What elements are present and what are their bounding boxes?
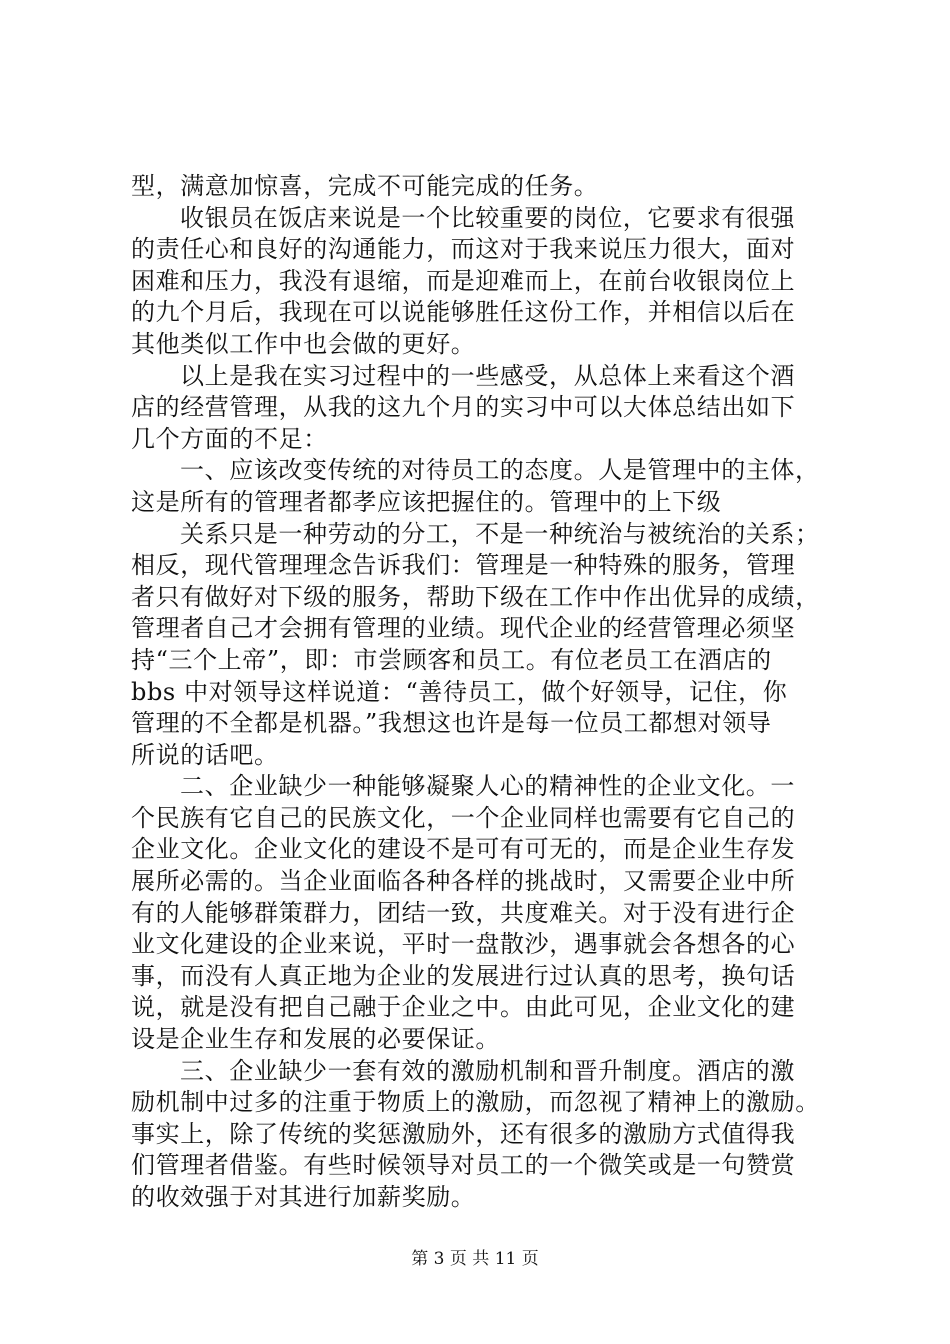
text-line: 所说的话吧。 xyxy=(131,740,279,769)
text-line: 者只有做好对下级的服务，帮助下级在工作中作出优异的成绩， xyxy=(131,582,820,611)
paragraph-start-line: 关系只是一种劳动的分工，不是一种统治与被统治的关系； xyxy=(180,519,820,548)
text-line: 的收效强于对其进行加薪奖励。 xyxy=(131,1183,476,1211)
text-line: 有的人能够群策群力，团结一致，共度难关。对于没有进行企 xyxy=(131,898,796,927)
text-line: 困难和压力，我没有退缩，而是迎难而上，在前台收银岗位上 xyxy=(131,266,796,295)
text-line: 持“三个上帝”，即：市尝顾客和员工。有位老员工在酒店的 xyxy=(131,645,772,674)
paragraph-start-line: 以上是我在实习过程中的一些感受，从总体上来看这个酒 xyxy=(180,361,795,390)
text-line: 的责任心和良好的沟通能力，而这对于我来说压力很大，面对 xyxy=(131,235,796,264)
text-line: 型，满意加惊喜，完成不可能完成的任务。 xyxy=(131,172,599,200)
text-line: 相反，现代管理理念告诉我们：管理是一种特殊的服务，管理 xyxy=(131,551,796,580)
text-line: 这是所有的管理者都孝应该把握住的。管理中的上下级 xyxy=(131,487,722,516)
paragraph-start-line: 二、企业缺少一种能够凝聚人心的精神性的企业文化。一 xyxy=(180,772,795,801)
text-line: 管理者自己才会拥有管理的业绩。现代企业的经营管理必须坚 xyxy=(131,614,796,643)
text-line: 说，就是没有把自己融于企业之中。由此可见，企业文化的建 xyxy=(131,993,796,1022)
paragraph-start-line: 三、企业缺少一套有效的激励机制和晋升制度。酒店的激 xyxy=(180,1056,795,1085)
text-line: bbs 中对领导这样说道：“善待员工，做个好领导，记住，你 xyxy=(131,677,788,706)
text-line: 们管理者借鉴。有些时候领导对员工的一个微笑或是一句赞赏 xyxy=(131,1151,796,1180)
document-body xyxy=(131,171,831,1214)
text-line: 业文化建设的企业来说，平时一盘散沙，遇事就会各想各的心 xyxy=(131,930,796,959)
text-line: 企业文化。企业文化的建设不是可有可无的，而是企业生存发 xyxy=(131,835,796,864)
text-line: 事实上，除了传统的奖惩激励外，还有很多的激励方式值得我 xyxy=(131,1119,796,1148)
text-line: 展所必需的。当企业面临各种各样的挑战时，又需要企业中所 xyxy=(131,867,796,896)
text-line: 设是企业生存和发展的必要保证。 xyxy=(131,1025,500,1054)
paragraph-start-line: 收银员在饭店来说是一个比较重要的岗位，它要求有很强 xyxy=(180,203,795,232)
page-footer: 第 3 页 共 11 页 xyxy=(411,1249,539,1269)
text-line: 个民族有它自己的民族文化，一个企业同样也需要有它自己的 xyxy=(131,803,796,832)
text-line: 店的经营管理，从我的这九个月的实习中可以大体总结出如下 xyxy=(131,393,796,422)
paragraph-start-line: 一、应该改变传统的对待员工的态度。人是管理中的主体， xyxy=(180,456,820,485)
text-line: 励机制中过多的注重于物质上的激励，而忽视了精神上的激励。 xyxy=(131,1088,820,1117)
text-line: 几个方面的不足： xyxy=(131,424,328,453)
text-line: 管理的不全都是机器。”我想这也许是每一位员工都想对领导 xyxy=(131,709,772,738)
text-line: 其他类似工作中也会做的更好。 xyxy=(131,329,476,358)
text-line: 的九个月后，我现在可以说能够胜任这份工作，并相信以后在 xyxy=(131,298,796,327)
text-line: 事，而没有人真正地为企业的发展进行过认真的思考，换句话 xyxy=(131,961,796,990)
